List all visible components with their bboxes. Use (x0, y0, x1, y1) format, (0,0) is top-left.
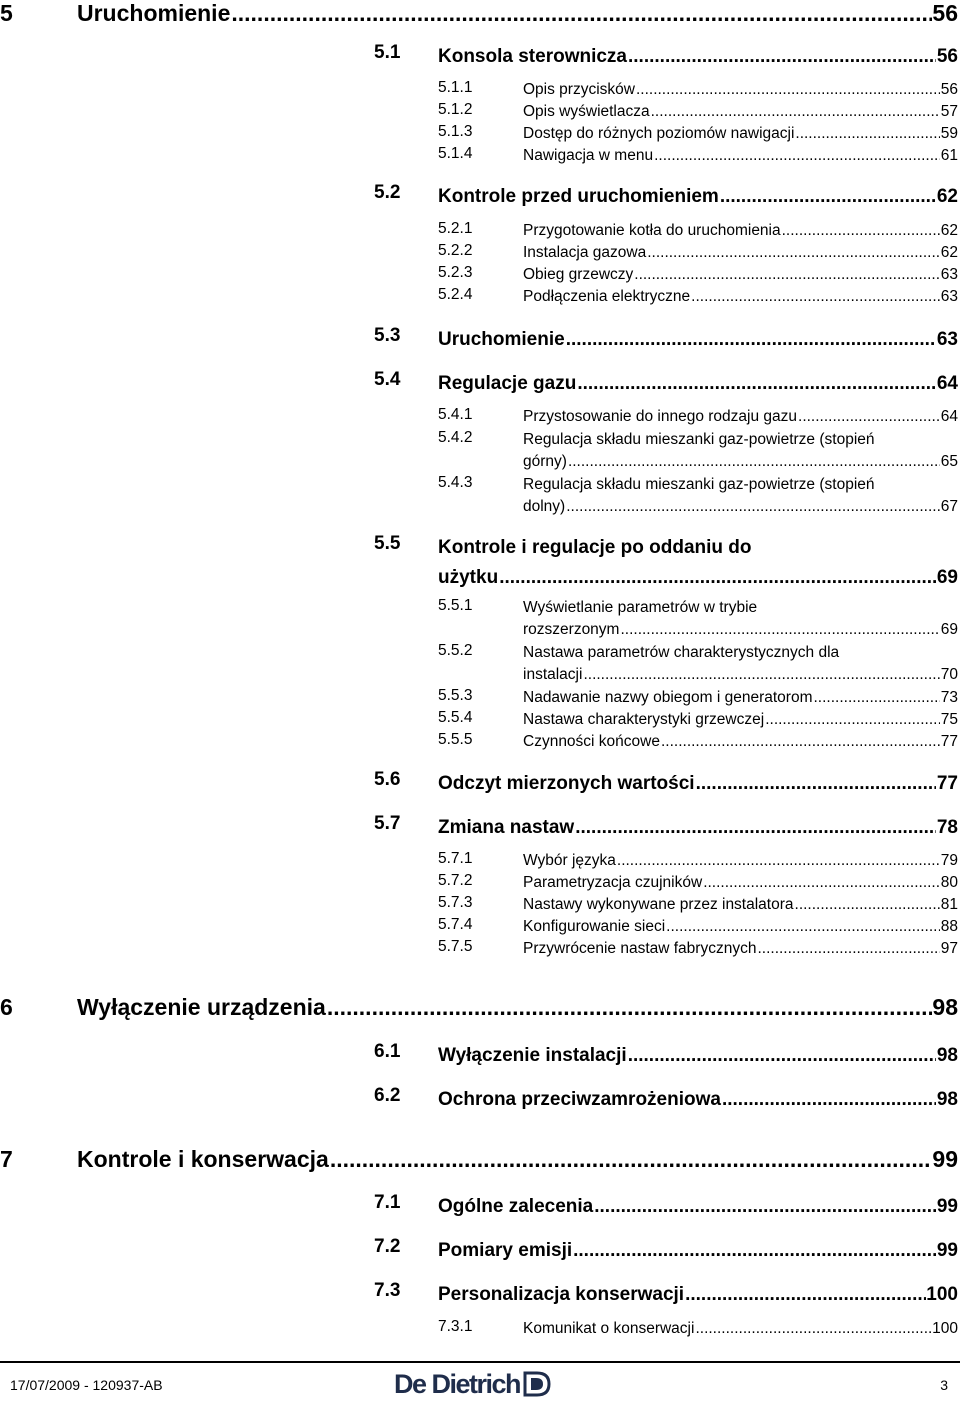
toc-title-line (523, 286, 958, 308)
toc-entry-5-7-4[interactable] (438, 916, 958, 938)
toc-number: 5.2.1 (438, 220, 473, 237)
toc-title: Kontrole i konserwacja (77, 1146, 329, 1172)
toc-page: 98 (936, 1089, 958, 1110)
toc-page: 88 (940, 918, 958, 935)
toc-page: 56 (936, 46, 958, 67)
dot-leader (647, 242, 940, 264)
toc-number: 5.2.4 (438, 286, 473, 303)
toc-page: 62 (940, 244, 958, 261)
toc-title-line (438, 1192, 958, 1222)
toc-entry-5-4-3[interactable] (438, 474, 958, 518)
brand-logo (394, 1367, 553, 1401)
toc-title: Personalizacja konserwacji (438, 1284, 685, 1305)
toc-page: 67 (940, 498, 958, 515)
toc-number: 5.5.2 (438, 642, 473, 659)
toc-title: Opis przycisków (523, 81, 635, 98)
toc-title: Kontrole przed uruchomieniem (438, 186, 719, 207)
toc-title-line (523, 709, 958, 731)
toc-number: 5 (0, 0, 13, 26)
toc-number: 7.3.1 (438, 1318, 473, 1335)
toc-title: Podłączenia elektryczne (523, 288, 691, 305)
toc-page: 61 (940, 147, 958, 164)
toc-title-block (438, 533, 958, 593)
toc-title-line (77, 0, 958, 27)
dot-leader (566, 496, 940, 518)
dot-leader (628, 42, 936, 72)
toc-entry-5-2-3[interactable] (438, 264, 958, 286)
toc-title: Nastawa parametrów charakterystycznych dla (523, 644, 840, 661)
dot-leader (573, 1236, 936, 1266)
toc-number: 5.1.2 (438, 101, 473, 118)
toc-number: 5.7.3 (438, 894, 473, 911)
toc-entry-5-5-5[interactable] (438, 731, 958, 753)
toc-number: 5.7.5 (438, 938, 473, 955)
toc-title: Odczyt mierzonych wartości (438, 773, 695, 794)
toc-page: 98 (936, 1045, 958, 1066)
toc-title-continued: instalacji (523, 666, 583, 683)
toc-page: 56 (932, 0, 958, 26)
toc-title-line (523, 731, 958, 753)
toc-entry-5-7-3[interactable] (438, 894, 958, 916)
toc-page: 78 (936, 817, 958, 838)
toc-title: Wyświetlanie parametrów w trybie (523, 599, 758, 616)
toc-entry-5-5-1[interactable] (438, 597, 958, 641)
dot-leader (696, 769, 937, 799)
footer-rule (0, 1361, 960, 1363)
toc-page: 99 (932, 1146, 958, 1172)
dot-leader (634, 264, 940, 286)
toc-title-line (523, 1318, 958, 1340)
toc-entry-7-1[interactable] (374, 1192, 958, 1222)
toc-title: Wyłączenie urządzenia (77, 994, 326, 1020)
toc-number: 6 (0, 994, 13, 1020)
toc-number: 7.3 (374, 1280, 401, 1301)
dot-leader (782, 220, 941, 242)
toc-title: Nastawy wykonywane przez instalatora (523, 896, 794, 913)
dot-leader (798, 406, 940, 428)
toc-page: 59 (940, 125, 958, 142)
toc-page: 73 (940, 689, 958, 706)
dot-leader (795, 894, 941, 916)
toc-page: 69 (936, 567, 958, 588)
toc-page: 62 (936, 186, 958, 207)
toc-title-line (77, 1146, 958, 1173)
toc-page: 63 (936, 329, 958, 350)
toc-number: 5.7.1 (438, 850, 473, 867)
toc-entry-5-4-2[interactable] (438, 429, 958, 473)
toc-title: Instalacja gazowa (523, 244, 647, 261)
dot-leader (499, 563, 936, 593)
toc-entry-5[interactable] (0, 0, 958, 36)
toc-number: 5.1 (374, 42, 401, 63)
toc-entry-6-1[interactable] (374, 1041, 958, 1071)
toc-title-line (438, 769, 958, 799)
toc-title-line (438, 813, 958, 843)
toc-entry-5-7[interactable] (374, 813, 958, 843)
toc-number: 6.2 (374, 1085, 401, 1106)
toc-title: Konfigurowanie sieci (523, 918, 666, 935)
toc-title: Obieg grzewczy (523, 266, 634, 283)
toc-title-line (77, 994, 958, 1021)
dot-leader (666, 916, 940, 938)
toc-number: 5.2 (374, 182, 401, 203)
toc-page: 79 (940, 852, 958, 869)
toc-number: 5.1.3 (438, 123, 473, 140)
dot-leader (722, 1085, 936, 1115)
toc-title-line (523, 938, 958, 960)
toc-entry-7-3-1[interactable] (438, 1318, 958, 1340)
toc-title-line (438, 369, 958, 399)
toc-title: Nastawa charakterystyki grzewczej (523, 711, 765, 728)
dot-leader (594, 1192, 936, 1222)
toc-title-line (523, 451, 958, 473)
toc-entry-7-3[interactable] (374, 1280, 958, 1310)
toc-page: 70 (940, 666, 958, 683)
toc-title: Uruchomienie (438, 329, 565, 350)
dot-leader (651, 101, 941, 123)
footer-date-code: 17/07/2009 - 120937-AB (10, 1377, 163, 1393)
toc-title: Wybór języka (523, 852, 616, 869)
toc-number: 5.4.1 (438, 406, 473, 423)
toc-title: Nadawanie nazwy obiegom i generatorom (523, 689, 813, 706)
toc-title: Parametryzacja czujników (523, 874, 703, 891)
toc-title-continued: dolny) (523, 498, 566, 515)
toc-entry-5-2-2[interactable] (438, 242, 958, 264)
toc-number: 5.2.3 (438, 264, 473, 281)
dot-leader (757, 938, 940, 960)
toc-title-continued: górny) (523, 453, 567, 470)
toc-page: 99 (936, 1196, 958, 1217)
toc-entry-6[interactable] (0, 994, 958, 1030)
toc-entry-5-6[interactable] (374, 769, 958, 799)
toc-page: 63 (940, 288, 958, 305)
toc-number: 6.1 (374, 1041, 401, 1062)
toc-page: 98 (932, 994, 958, 1020)
dot-leader (330, 1146, 932, 1173)
toc-page: 65 (940, 453, 958, 470)
toc-number: 7.1 (374, 1192, 401, 1213)
toc-page: 99 (936, 1240, 958, 1261)
dot-leader (636, 79, 940, 101)
brand-name: De Dietrich (394, 1368, 521, 1399)
toc-entry-5-1-4[interactable] (438, 145, 958, 167)
toc-entry-5-7-1[interactable] (438, 850, 958, 872)
toc-entry-5-7-2[interactable] (438, 872, 958, 894)
toc-number: 5.4.2 (438, 429, 473, 446)
toc-title: Czynności końcowe (523, 733, 660, 750)
toc-entry-5-5-3[interactable] (438, 687, 958, 709)
toc-number: 5.5 (374, 533, 401, 554)
toc-entry-5-7-5[interactable] (438, 938, 958, 960)
toc-title-line (438, 182, 958, 212)
toc-number: 7 (0, 1146, 13, 1172)
toc-title-line (438, 563, 958, 593)
toc-title-continued: rozszerzonym (523, 621, 620, 638)
toc-number: 5.4 (374, 369, 401, 390)
dot-leader (628, 1041, 937, 1071)
toc-page: 81 (940, 896, 958, 913)
toc-title: Pomiary emisji (438, 1240, 573, 1261)
toc-page: 64 (936, 373, 958, 394)
toc-page: 97 (940, 940, 958, 957)
toc-title-block (523, 429, 958, 473)
toc-number: 5.5.3 (438, 687, 473, 704)
toc-number: 5.1.4 (438, 145, 473, 162)
toc-title-line (523, 687, 958, 709)
toc-title: Opis wyświetlacza (523, 103, 650, 120)
toc-page: 62 (940, 222, 958, 239)
dot-leader (703, 872, 940, 894)
toc-page: 63 (940, 266, 958, 283)
dot-leader (654, 145, 940, 167)
toc-title-line (438, 1280, 958, 1310)
dietrich-logo-icon (523, 1369, 553, 1399)
toc-title: Przygotowanie kotła do uruchomienia (523, 222, 781, 239)
toc-entry-5-2-4[interactable] (438, 286, 958, 308)
toc-title-block (523, 642, 958, 686)
toc-entry-5-1-2[interactable] (438, 101, 958, 123)
toc-title-line (523, 872, 958, 894)
toc-number: 5.5.5 (438, 731, 473, 748)
toc-title: Komunikat o konserwacji (523, 1320, 695, 1337)
toc-title: Regulacja składu mieszanki gaz-powietrze (stopień (523, 431, 875, 448)
toc-title-line (523, 894, 958, 916)
toc-entry-6-2[interactable] (374, 1085, 958, 1115)
toc-title: Przywrócenie nastaw fabrycznych (523, 940, 757, 957)
dot-leader (617, 850, 940, 872)
toc-entry-5-1[interactable] (374, 42, 958, 72)
toc-entry-7[interactable] (0, 1146, 958, 1182)
toc-title-line (523, 79, 958, 101)
toc-entry-5-1-3[interactable] (438, 123, 958, 145)
toc-title: Regulacja składu mieszanki gaz-powietrze (stopień (523, 476, 875, 493)
toc-title-block (523, 597, 958, 641)
toc-title: Zmiana nastaw (438, 817, 575, 838)
toc-entry-7-2[interactable] (374, 1236, 958, 1266)
toc-title-line (438, 1236, 958, 1266)
toc-title-line (523, 496, 958, 518)
toc-number: 5.7.2 (438, 872, 473, 889)
toc-title-line (523, 850, 958, 872)
toc-title-line (523, 916, 958, 938)
dot-leader (685, 1280, 926, 1310)
toc-page: 57 (940, 103, 958, 120)
toc-number: 7.2 (374, 1236, 401, 1257)
toc-number: 5.7.4 (438, 916, 473, 933)
dot-leader (231, 0, 932, 27)
toc-page: 56 (940, 81, 958, 98)
toc-entry-5-5[interactable] (374, 533, 958, 593)
dot-leader (814, 687, 941, 709)
toc-title-line (523, 242, 958, 264)
dot-leader (566, 325, 937, 355)
dot-leader (695, 1318, 931, 1340)
toc-page: 77 (936, 773, 958, 794)
toc-page: 64 (940, 408, 958, 425)
toc-entry-5-3[interactable] (374, 325, 958, 355)
toc-title: Ogólne zalecenia (438, 1196, 594, 1217)
toc-entry-5-5-2[interactable] (438, 642, 958, 686)
toc-title-line (523, 101, 958, 123)
toc-page: 75 (940, 711, 958, 728)
toc-number: 5.5.4 (438, 709, 473, 726)
toc-title: Regulacje gazu (438, 373, 577, 394)
page-number: 3 (940, 1377, 948, 1393)
toc-title-line (523, 145, 958, 167)
toc-title-continued: użytku (438, 567, 499, 588)
toc-number: 5.1.1 (438, 79, 473, 96)
toc-title-line (438, 42, 958, 72)
toc-title: Konsola sterownicza (438, 46, 627, 67)
toc-page: 100 (932, 1320, 958, 1337)
toc-number: 5.6 (374, 769, 401, 790)
dot-leader (620, 619, 940, 641)
toc-title-line (523, 664, 958, 686)
toc-title-block (523, 474, 958, 518)
toc-number: 5.2.2 (438, 242, 473, 259)
toc-title-line (523, 220, 958, 242)
toc-title: Przystosowanie do innego rodzaju gazu (523, 408, 798, 425)
toc-title-line (523, 406, 958, 428)
toc-title: Nawigacja w menu (523, 147, 654, 164)
toc-title-line (438, 1041, 958, 1071)
dot-leader (568, 451, 940, 473)
toc-page: 100 (926, 1284, 958, 1305)
toc-title-line (523, 264, 958, 286)
toc-title: Kontrole i regulacje po oddaniu do (438, 537, 752, 558)
dot-leader (720, 182, 937, 212)
toc-entry-5-2[interactable] (374, 182, 958, 212)
toc-entry-5-2-1[interactable] (438, 220, 958, 242)
toc-title-line (438, 325, 958, 355)
toc-entry-5-1-1[interactable] (438, 79, 958, 101)
toc-title: Uruchomienie (77, 0, 231, 26)
toc-number: 5.4.3 (438, 474, 473, 491)
dot-leader (661, 731, 940, 753)
toc-page: 80 (940, 874, 958, 891)
toc-title: Dostęp do różnych poziomów nawigacji (523, 125, 795, 142)
dot-leader (577, 369, 936, 399)
dot-leader (583, 664, 940, 686)
toc-page: 77 (940, 733, 958, 750)
dot-leader (795, 123, 940, 145)
toc-title: Ochrona przeciwzamrożeniowa (438, 1089, 721, 1110)
toc-number: 5.5.1 (438, 597, 473, 614)
toc-title-line (438, 1085, 958, 1115)
toc-title-line (523, 619, 958, 641)
dot-leader (575, 813, 936, 843)
toc-entry-5-4[interactable] (374, 369, 958, 399)
dot-leader (327, 994, 932, 1021)
toc-title: Wyłączenie instalacji (438, 1045, 627, 1066)
toc-number: 5.3 (374, 325, 401, 346)
toc-entry-5-4-1[interactable] (438, 406, 958, 428)
toc-page: 69 (940, 621, 958, 638)
dot-leader (765, 709, 940, 731)
toc-entry-5-5-4[interactable] (438, 709, 958, 731)
dot-leader (691, 286, 940, 308)
toc-title-line (523, 123, 958, 145)
toc-number: 5.7 (374, 813, 401, 834)
